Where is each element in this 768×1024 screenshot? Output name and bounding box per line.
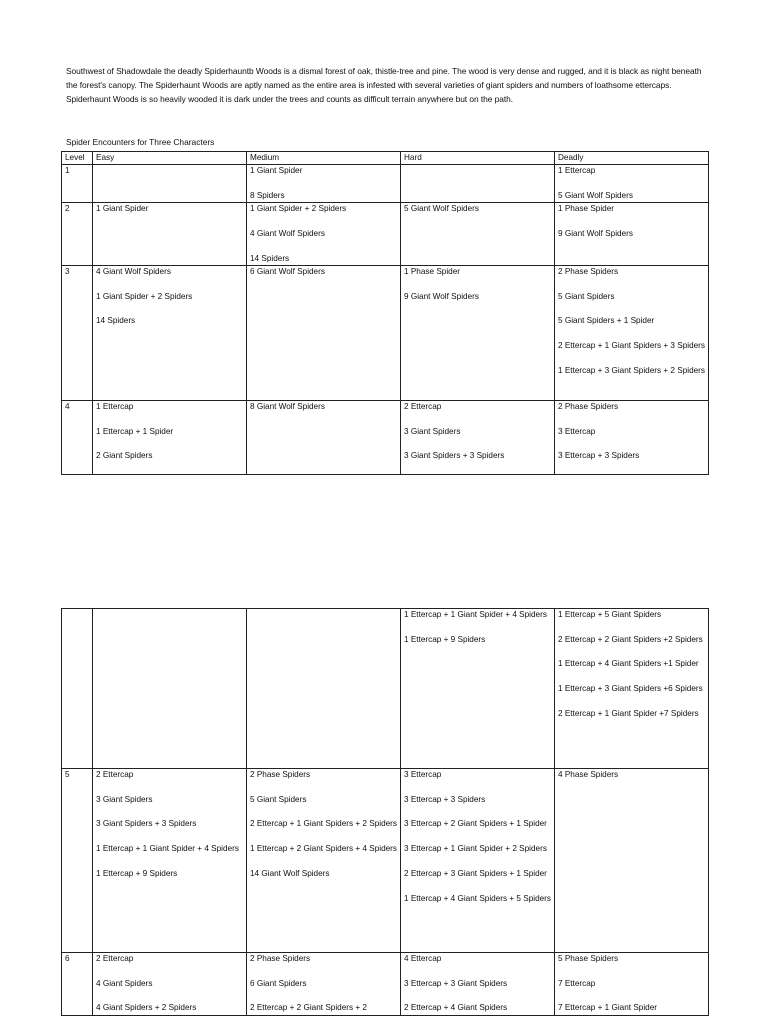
medium-cell	[247, 265, 401, 400]
table-header-row	[62, 152, 709, 165]
encounter-entry: 5 Giant Spiders	[558, 291, 615, 301]
encounter-entry: 2 Ettercap + 2 Giant Spiders +2 Spiders	[558, 634, 703, 644]
level-cell: 6	[62, 953, 93, 1016]
encounter-entry: 5 Giant Wolf Spiders	[404, 204, 479, 214]
encounter-entry: 14 Spiders	[250, 253, 290, 263]
encounter-entry: 1 Ettercap + 5 Giant Spiders	[558, 610, 662, 619]
level-cell: 4	[62, 400, 93, 474]
medium-cell	[247, 203, 401, 266]
encounter-entry: 1 Ettercap + 1 Giant Spider + 4 Spiders	[404, 610, 547, 619]
encounter-entry: 2 Ettercap + 1 Giant Spider +7 Spiders	[558, 708, 699, 718]
encounter-entry: 1 Ettercap + 2 Giant Spiders + 4 Spiders	[250, 844, 398, 854]
encounter-entry: 1 Ettercap + 4 Giant Spiders + 5 Spiders	[404, 893, 552, 903]
deadly-cell	[555, 953, 709, 1016]
header-deadly: Deadly	[555, 152, 709, 165]
encounter-entry: 3 Ettercap + 2 Giant Spiders + 1 Spider	[404, 819, 547, 829]
hard-cell	[401, 265, 555, 400]
hard-cell	[401, 769, 555, 953]
medium-cell	[247, 609, 401, 769]
encounter-entry: 2 Ettercap	[404, 401, 442, 411]
encounter-entry: 4 Giant Spiders + 2 Spiders	[96, 1003, 197, 1013]
encounter-entry: 1 Ettercap + 9 Spiders	[404, 634, 486, 644]
encounter-entry: 3 Ettercap + 3 Spiders	[404, 794, 486, 804]
deadly-cell	[555, 165, 709, 203]
encounter-entry: 14 Spiders	[96, 316, 136, 326]
encounter-entry: 1 Giant Spider	[250, 166, 303, 176]
encounter-entry: 3 Giant Spiders + 3 Spiders	[96, 819, 197, 829]
table-row	[62, 609, 709, 769]
table-row	[62, 953, 709, 1016]
encounter-entry: 2 Ettercap + 3 Giant Spiders + 1 Spider	[404, 868, 547, 878]
encounter-entry: 2 Phase Spiders	[558, 266, 619, 276]
encounter-table-page-2	[61, 608, 709, 1016]
table-title: Spider Encounters for Three Characters	[66, 137, 215, 147]
header-hard: Hard	[401, 152, 555, 165]
encounter-entry: 1 Ettercap + 1 Spider	[96, 426, 174, 436]
easy-cell	[93, 265, 247, 400]
encounter-entry: 1 Ettercap + 3 Giant Spiders + 2 Spiders	[558, 365, 706, 375]
encounter-entry: 2 Ettercap + 2 Giant Spiders + 2	[250, 1003, 367, 1013]
encounter-entry: 1 Phase Spider	[404, 266, 460, 276]
encounter-entry: 3 Ettercap + 3 Spiders	[558, 451, 640, 461]
hard-cell	[401, 165, 555, 203]
deadly-cell	[555, 400, 709, 474]
encounter-entry: 14 Giant Wolf Spiders	[250, 868, 330, 878]
encounter-entry: 9 Giant Wolf Spiders	[404, 291, 479, 301]
level-cell: 1	[62, 165, 93, 203]
medium-cell	[247, 953, 401, 1016]
encounter-entry: 4 Phase Spiders	[558, 770, 619, 779]
encounter-entry: 2 Giant Spiders	[96, 451, 153, 461]
encounter-entry: 3 Ettercap + 3 Giant Spiders	[404, 978, 508, 988]
deadly-cell	[555, 265, 709, 400]
table-row	[62, 203, 709, 266]
encounter-entry: 3 Giant Spiders + 3 Spiders	[404, 451, 505, 461]
table-row	[62, 165, 709, 203]
encounter-entry: 1 Giant Spider + 2 Spiders	[96, 291, 193, 301]
encounter-entry: 4 Giant Wolf Spiders	[250, 228, 325, 238]
encounter-entry: 8 Giant Wolf Spiders	[250, 401, 325, 411]
encounter-entry: 3 Ettercap + 1 Giant Spider + 2 Spiders	[404, 844, 547, 854]
header-medium: Medium	[247, 152, 401, 165]
encounter-entry: 3 Giant Spiders	[96, 794, 153, 804]
encounter-entry: 7 Ettercap + 1 Giant Spider	[558, 1003, 657, 1013]
intro-paragraph-1: Southwest of Shadowdale the deadly Spiderhauntb Woods is a dismal forest of oak, thistle-tree and pine. The wood is very dense and rugged, and it is black as night beneath the forest's canopy. The Spiderhaunt Woods are aptly named as the entire area is infested with several varieties of giant spiders and numbers of loathsome ettercaps.	[66, 66, 702, 90]
table-row	[62, 769, 709, 953]
encounter-entry: 2 Ettercap + 1 Giant Spiders + 3 Spiders	[558, 340, 706, 350]
encounter-entry: 9 Giant Wolf Spiders	[558, 228, 633, 238]
encounter-entry: 1 Ettercap	[558, 166, 596, 176]
encounter-entry: 4 Giant Spiders	[96, 978, 153, 988]
encounter-entry: 6 Giant Wolf Spiders	[250, 266, 325, 276]
table-row	[62, 265, 709, 400]
encounter-entry: 1 Phase Spider	[558, 204, 614, 214]
hard-cell	[401, 609, 555, 769]
encounter-entry: 1 Giant Spider	[96, 204, 149, 214]
encounter-entry: 2 Ettercap + 4 Giant Spiders	[404, 1003, 508, 1013]
header-easy: Easy	[93, 152, 247, 165]
encounter-entry: 1 Ettercap + 9 Spiders	[96, 868, 178, 878]
encounter-entry: 3 Ettercap	[558, 426, 596, 436]
encounter-entry: 8 Spiders	[250, 190, 285, 200]
encounter-entry: 5 Giant Spiders	[250, 794, 307, 804]
encounter-entry: 1 Ettercap + 3 Giant Spiders +6 Spiders	[558, 684, 703, 694]
easy-cell	[93, 203, 247, 266]
encounter-entry: 2 Phase Spiders	[558, 401, 619, 411]
header-level: Level	[62, 152, 93, 165]
table-row	[62, 400, 709, 474]
easy-cell	[93, 609, 247, 769]
intro-text	[66, 64, 706, 106]
encounter-entry: 2 Ettercap + 1 Giant Spiders + 2 Spiders	[250, 819, 398, 829]
encounter-entry: 2 Phase Spiders	[250, 954, 311, 963]
encounter-entry: 3 Giant Spiders	[404, 426, 461, 436]
medium-cell	[247, 165, 401, 203]
encounter-entry: 6 Giant Spiders	[250, 978, 307, 988]
encounter-entry: 5 Phase Spiders	[558, 954, 619, 963]
easy-cell	[93, 769, 247, 953]
encounter-entry: 2 Ettercap	[96, 954, 134, 963]
encounter-entry: 5 Giant Spiders + 1 Spider	[558, 316, 655, 326]
encounter-entry: 1 Ettercap	[96, 401, 134, 411]
easy-cell	[93, 953, 247, 1016]
encounter-entry: 2 Ettercap	[96, 770, 134, 779]
level-cell: 3	[62, 265, 93, 400]
medium-cell	[247, 400, 401, 474]
encounter-entry: 7 Ettercap	[558, 978, 596, 988]
encounter-entry: 3 Ettercap	[404, 770, 442, 779]
encounter-entry: 5 Giant Wolf Spiders	[558, 190, 633, 200]
encounter-entry: 1 Ettercap + 4 Giant Spiders +1 Spider	[558, 659, 699, 669]
encounter-entry: 4 Ettercap	[404, 954, 442, 963]
hard-cell	[401, 953, 555, 1016]
deadly-cell	[555, 203, 709, 266]
easy-cell	[93, 400, 247, 474]
encounter-table-page-1	[61, 151, 709, 475]
level-cell: 2	[62, 203, 93, 266]
hard-cell	[401, 400, 555, 474]
deadly-cell	[555, 609, 709, 769]
easy-cell	[93, 165, 247, 203]
level-cell: 5	[62, 769, 93, 953]
deadly-cell	[555, 769, 709, 953]
encounter-entry: 1 Giant Spider + 2 Spiders	[250, 204, 347, 214]
medium-cell	[247, 769, 401, 953]
level-cell	[62, 609, 93, 769]
encounter-entry: 4 Giant Wolf Spiders	[96, 266, 171, 276]
hard-cell	[401, 203, 555, 266]
encounter-entry: 2 Phase Spiders	[250, 770, 311, 779]
intro-paragraph-2: Spiderhaunt Woods is so heavily wooded it is dark under the trees and counts as difficult terrain anywhere but on the path.	[66, 94, 513, 104]
encounter-entry: 1 Ettercap + 1 Giant Spider + 4 Spiders	[96, 844, 239, 854]
